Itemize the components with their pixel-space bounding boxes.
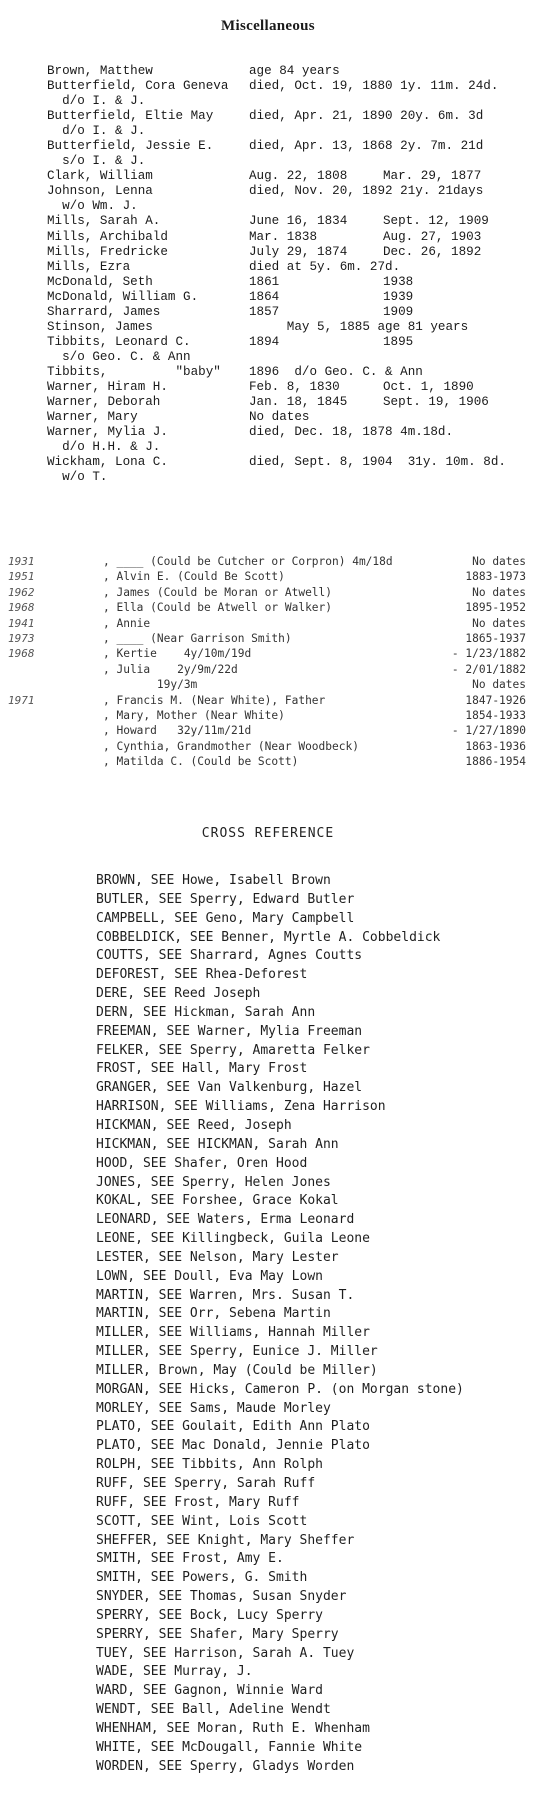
cross-reference-entry: BUTLER, SEE Sperry, Edward Butler xyxy=(96,891,355,907)
grave-dates: - 1/27/1890 xyxy=(451,724,526,738)
cross-reference-entry: LEONARD, SEE Waters, Erma Leonard xyxy=(96,1212,355,1228)
grave-dates: 1847-1926 xyxy=(465,693,526,707)
record-name: Clark, William xyxy=(47,169,153,184)
cross-reference-entry: LOWN, SEE Doull, Eva May Lown xyxy=(96,1268,323,1284)
margin-year: 1968 xyxy=(8,647,35,661)
record-date-end: 1909 xyxy=(383,304,414,319)
cross-reference-entry: FROST, SEE Hall, Mary Frost xyxy=(96,1061,308,1077)
grave-dates: 1863-1936 xyxy=(465,739,526,753)
cross-reference-entry: RUFF, SEE Frost, Mary Ruff xyxy=(96,1494,300,1510)
unidentified-row xyxy=(0,709,536,724)
record-name: Stinson, James xyxy=(47,319,153,334)
record-date-end: 1939 xyxy=(383,289,414,304)
record-date: No dates xyxy=(249,410,310,425)
unidentified-row xyxy=(0,632,536,647)
cross-reference-entry: LEONE, SEE Killingbeck, Guila Leone xyxy=(96,1231,370,1247)
record-name: d/o I. & J. xyxy=(47,94,146,109)
page-title: Miscellaneous xyxy=(221,18,315,34)
cross-reference-entry: SCOTT, SEE Wint, Lois Scott xyxy=(96,1513,308,1529)
cross-reference-entry: SMITH, SEE Frost, Amy E. xyxy=(96,1551,284,1567)
record-date: Aug. 22, 1808 xyxy=(249,169,348,184)
cross-reference-entry: SPERRY, SEE Shafer, Mary Sperry xyxy=(96,1626,339,1642)
cross-reference-entry: SPERRY, SEE Bock, Lucy Sperry xyxy=(96,1607,323,1623)
record-date-end: Sept. 19, 1906 xyxy=(383,395,489,410)
record-name: McDonald, William G. xyxy=(47,289,199,304)
record-date-end: 1895 xyxy=(383,334,414,349)
record-date-end: 1938 xyxy=(383,274,414,289)
cross-reference-entry: RUFF, SEE Sperry, Sarah Ruff xyxy=(96,1476,316,1491)
record-name: w/o T. xyxy=(47,470,108,485)
cross-reference-entry: JONES, SEE Sperry, Helen Jones xyxy=(96,1174,331,1190)
record-date-end: Mar. 29, 1877 xyxy=(383,169,482,184)
cross-reference-entry: PLATO, SEE Mac Donald, Jennie Plato xyxy=(96,1438,370,1454)
record-name: Tibbits, Leonard C. xyxy=(47,334,191,349)
cross-reference-entry: SNYDER, SEE Thomas, Susan Snyder xyxy=(96,1589,347,1605)
record-date: Jan. 18, 1845 xyxy=(249,395,348,410)
cross-reference-entry: WARD, SEE Gagnon, Winnie Ward xyxy=(96,1683,323,1699)
unidentified-row xyxy=(0,570,536,585)
record-date: 1896 d/o Geo. C. & Ann xyxy=(249,364,423,379)
grave-dates: - 1/23/1882 xyxy=(451,647,526,661)
record-name: d/o I. & J. xyxy=(47,124,146,139)
record-date-end: Sept. 12, 1909 xyxy=(383,214,489,229)
cross-reference-entry: WENDT, SEE Ball, Adeline Wendt xyxy=(96,1702,331,1718)
cross-reference-entry: GRANGER, SEE Van Valkenburg, Hazel xyxy=(96,1080,363,1096)
grave-dates: No dates xyxy=(472,616,526,630)
cross-reference-entry: WHENHAM, SEE Moran, Ruth E. Whenham xyxy=(96,1720,370,1736)
record-date: June 16, 1834 xyxy=(249,214,348,229)
margin-year: 1941 xyxy=(8,616,35,630)
record-date: died, Sept. 8, 1904 31y. 10m. 8d. xyxy=(249,455,506,470)
grave-name: , Alvin E. (Could Be Scott) xyxy=(103,570,285,584)
record-date: died, Apr. 13, 1868 2y. 7m. 21d xyxy=(249,139,484,154)
grave-name: , Mary, Mother (Near White) xyxy=(103,708,285,722)
cross-reference-entry: COUTTS, SEE Sharrard, Agnes Coutts xyxy=(96,948,363,964)
cross-reference-list xyxy=(96,872,464,1777)
margin-year: 1971 xyxy=(8,693,35,707)
record-name: Mills, Ezra xyxy=(47,259,131,274)
cross-reference-entry: HARRISON, SEE Williams, Zena Harrison xyxy=(96,1099,386,1115)
grave-name: , Julia 2y/9m/22d xyxy=(103,662,238,676)
cross-reference-entry: WADE, SEE Murray, J. xyxy=(96,1664,253,1680)
record-date: Mar. 1838 xyxy=(249,229,318,244)
cross-reference-entry: KOKAL, SEE Forshee, Grace Kokal xyxy=(96,1193,339,1209)
record-name: Wickham, Lona C. xyxy=(47,455,168,470)
grave-name: , ____ (Near Garrison Smith) xyxy=(103,631,292,645)
cross-reference-entry: MARTIN, SEE Warren, Mrs. Susan T. xyxy=(96,1287,355,1303)
grave-name: 19y/3m xyxy=(103,678,198,692)
record-name: Warner, Mylia J. xyxy=(47,425,168,440)
cross-reference-entry: FREEMAN, SEE Warner, Mylia Freeman xyxy=(96,1023,363,1039)
grave-dates: 1865-1937 xyxy=(465,631,526,645)
record-name: Tibbits, "baby" xyxy=(47,364,221,379)
record-date-end: Aug. 27, 1903 xyxy=(383,229,482,244)
margin-year: 1931 xyxy=(8,555,35,568)
cross-reference-entry: MILLER, SEE Williams, Hannah Miller xyxy=(96,1325,370,1341)
grave-name: , Ella (Could be Atwell or Walker) xyxy=(103,601,333,615)
grave-name: , Kertie 4y/10m/19d xyxy=(103,647,252,661)
grave-name: , Francis M. (Near White), Father xyxy=(103,693,326,707)
record-name: s/o Geo. C. & Ann xyxy=(47,349,191,364)
unidentified-row xyxy=(0,724,536,739)
unidentified-row xyxy=(0,586,536,601)
grave-name: , Howard 32y/11m/21d xyxy=(103,724,252,738)
record-date: died, Nov. 20, 1892 21y. 21days xyxy=(249,184,484,199)
record-date: 1894 xyxy=(249,334,280,349)
grave-name: , Matilda C. (Could be Scott) xyxy=(103,755,299,769)
record-date: July 29, 1874 xyxy=(249,244,348,259)
grave-name: , Cynthia, Grandmother (Near Woodbeck) xyxy=(103,739,359,753)
cross-reference-entry: WORDEN, SEE Sperry, Gladys Worden xyxy=(96,1758,355,1774)
record-date: died, Oct. 19, 1880 1y. 11m. 24d. xyxy=(249,79,499,94)
record-name: Sharrard, James xyxy=(47,304,161,319)
margin-year: 1968 xyxy=(8,601,35,615)
record-name: Warner, Hiram H. xyxy=(47,379,168,394)
unidentified-row xyxy=(0,555,536,570)
cross-reference-entry: CAMPBELL, SEE Geno, Mary Campbell xyxy=(96,910,355,926)
cross-reference-entry: MARTIN, SEE Orr, Sebena Martin xyxy=(96,1306,331,1322)
grave-dates: 1883-1973 xyxy=(465,570,526,584)
grave-dates: 1895-1952 xyxy=(465,601,526,615)
record-date-end: Oct. 1, 1890 xyxy=(383,379,474,394)
record-date-end: Dec. 26, 1892 xyxy=(383,244,482,259)
grave-name: , James (Could be Moran or Atwell) xyxy=(103,585,333,599)
record-date: died, Apr. 21, 1890 20y. 6m. 3d xyxy=(249,109,484,124)
unidentified-row xyxy=(0,663,536,678)
cross-reference-heading: CROSS REFERENCE xyxy=(201,826,335,841)
cross-reference-entry: DEFOREST, SEE Rhea-Deforest xyxy=(96,967,308,983)
cross-reference-entry: DERN, SEE Hickman, Sarah Ann xyxy=(96,1004,316,1020)
record-date: died at 5y. 6m. 27d. xyxy=(249,259,401,274)
cross-reference-entry: COBBELDICK, SEE Benner, Myrtle A. Cobbeldick xyxy=(96,929,441,945)
record-date: May 5, 1885 age 81 years xyxy=(249,319,469,334)
cross-reference-entry: ROLPH, SEE Tibbits, Ann Rolph xyxy=(96,1457,323,1473)
margin-year: 1951 xyxy=(8,570,35,584)
cross-reference-entry: MORGAN, SEE Hicks, Cameron P. (on Morgan stone) xyxy=(96,1381,464,1397)
cross-reference-entry: MILLER, SEE Sperry, Eunice J. Miller xyxy=(96,1344,378,1360)
grave-name: , Annie xyxy=(103,616,151,630)
record-date: Feb. 8, 1830 xyxy=(249,379,340,394)
record-name: McDonald, Seth xyxy=(47,274,153,289)
unidentified-row xyxy=(0,647,536,662)
cross-reference-entry: HICKMAN, SEE Reed, Joseph xyxy=(96,1117,292,1133)
unidentified-row xyxy=(0,694,536,709)
record-date: age 84 years xyxy=(249,64,340,78)
record-name: Butterfield, Cora Geneva xyxy=(47,79,229,94)
record-name: w/o Wm. J. xyxy=(47,199,138,214)
unidentified-graves-list xyxy=(0,555,536,770)
unidentified-row xyxy=(0,755,536,770)
grave-dates: No dates xyxy=(472,585,526,599)
grave-dates: 1886-1954 xyxy=(465,755,526,769)
record-date: 1861 xyxy=(249,274,280,289)
record-name: Warner, Mary xyxy=(47,410,138,425)
cross-reference-entry: WHITE, SEE McDougall, Fannie White xyxy=(96,1739,363,1755)
grave-dates: No dates xyxy=(472,555,526,568)
grave-dates: No dates xyxy=(472,678,526,692)
cross-reference-entry: FELKER, SEE Sperry, Amaretta Felker xyxy=(96,1042,370,1058)
unidentified-row xyxy=(0,740,536,755)
record-date: 1864 xyxy=(249,289,280,304)
record-name: Butterfield, Eltie May xyxy=(47,109,214,124)
cross-reference-entry: PLATO, SEE Goulait, Edith Ann Plato xyxy=(96,1419,370,1435)
unidentified-row xyxy=(0,617,536,632)
record-name: Brown, Matthew xyxy=(47,64,153,78)
record-name: Butterfield, Jessie E. xyxy=(47,139,214,154)
record-name: Mills, Fredricke xyxy=(47,244,168,259)
cross-reference-entry: TUEY, SEE Harrison, Sarah A. Tuey xyxy=(96,1645,355,1661)
unidentified-row xyxy=(0,601,536,616)
cross-reference-entry: MILLER, Brown, May (Could be Miller) xyxy=(96,1362,378,1378)
record-date: 1857 xyxy=(249,304,280,319)
cross-reference-entry: SHEFFER, SEE Knight, Mary Sheffer xyxy=(96,1532,355,1548)
cross-reference-entry: MORLEY, SEE Sams, Maude Morley xyxy=(96,1400,331,1416)
grave-name: , ____ (Could be Cutcher or Corpron) 4m/18d xyxy=(103,555,393,568)
margin-year: 1962 xyxy=(8,585,35,599)
grave-dates: - 2/01/1882 xyxy=(451,662,526,676)
record-date: died, Dec. 18, 1878 4m.18d. xyxy=(249,425,454,440)
grave-dates: 1854-1933 xyxy=(465,708,526,722)
cross-reference-entry: DERE, SEE Reed Joseph xyxy=(96,986,261,1002)
record-name: s/o I. & J. xyxy=(47,154,146,169)
cross-reference-entry: HOOD, SEE Shafer, Oren Hood xyxy=(96,1155,308,1171)
cross-reference-entry: BROWN, SEE Howe, Isabell Brown xyxy=(96,873,331,888)
record-name: Johnson, Lenna xyxy=(47,184,153,199)
cross-reference-entry: HICKMAN, SEE HICKMAN, Sarah Ann xyxy=(96,1136,339,1152)
record-name: Mills, Sarah A. xyxy=(47,214,161,229)
cross-reference-entry: LESTER, SEE Nelson, Mary Lester xyxy=(96,1249,339,1265)
record-name: Warner, Deborah xyxy=(47,395,161,410)
margin-year: 1973 xyxy=(8,631,35,645)
record-name: d/o H.H. & J. xyxy=(47,440,161,455)
unidentified-row xyxy=(0,678,536,693)
record-name: Mills, Archibald xyxy=(47,229,168,244)
cross-reference-entry: SMITH, SEE Powers, G. Smith xyxy=(96,1570,308,1586)
